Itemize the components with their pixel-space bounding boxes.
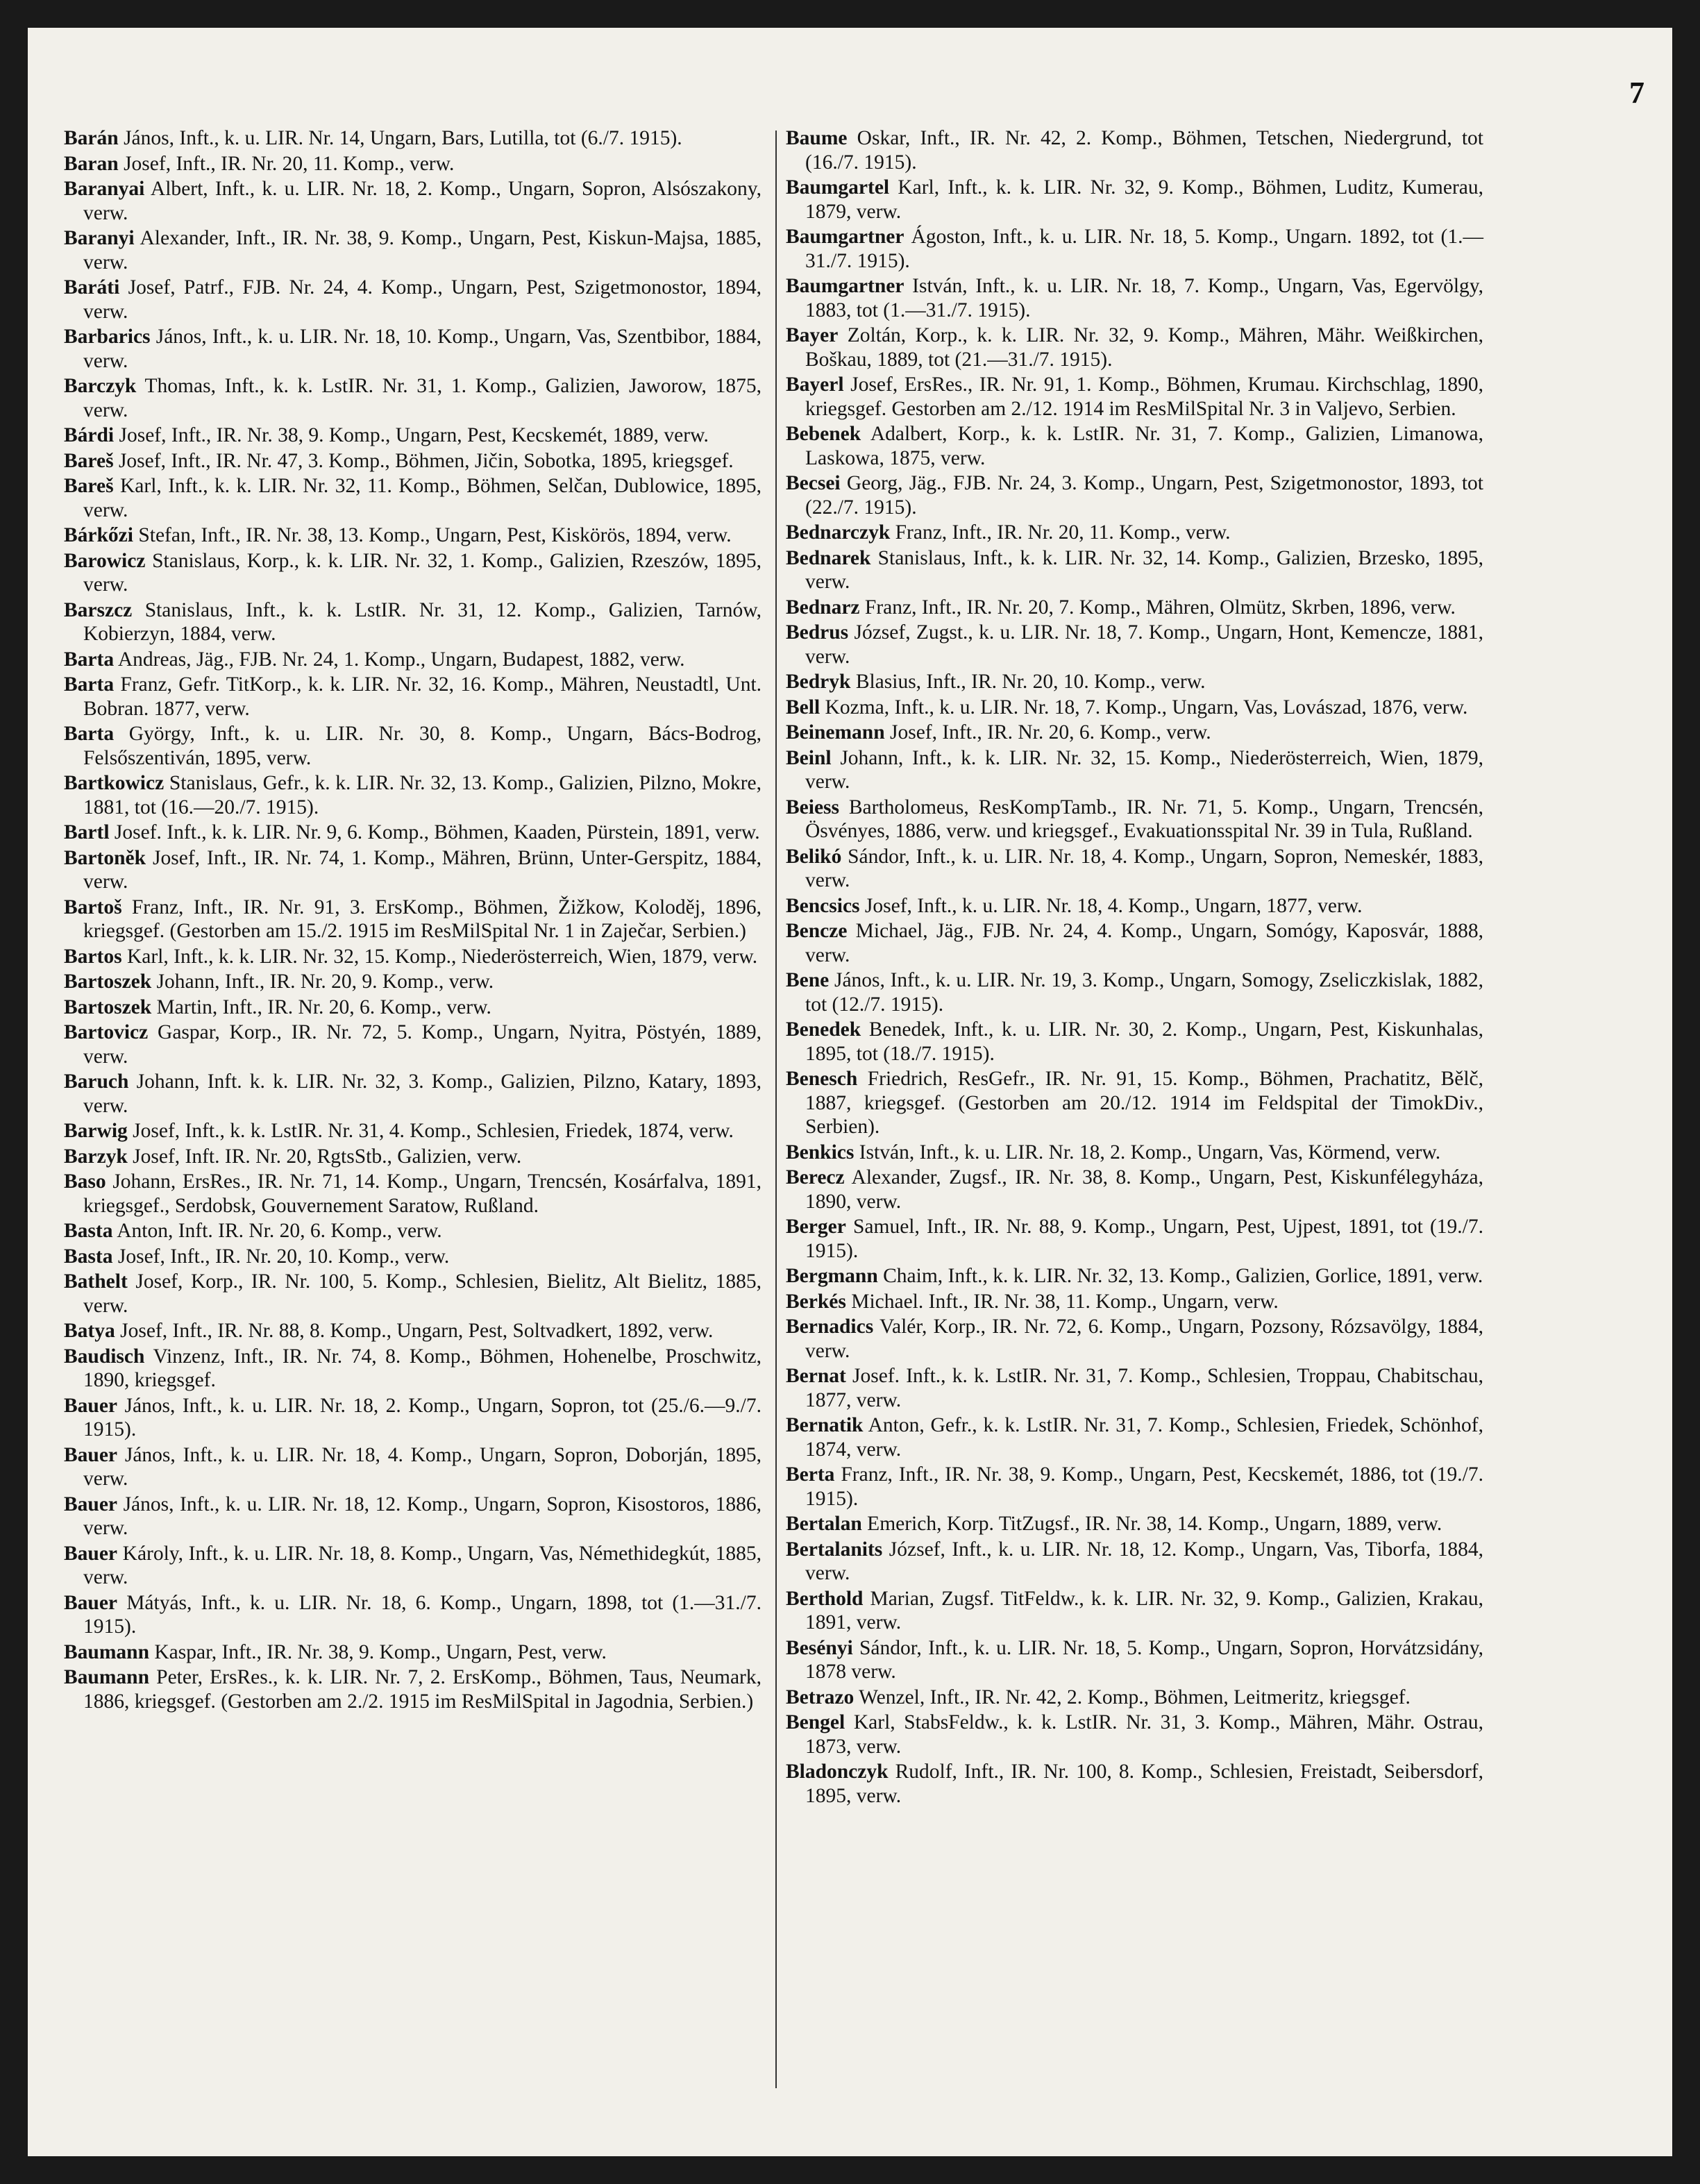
entry-surname: Baumann	[64, 1666, 149, 1688]
entry-surname: Bernat	[786, 1365, 846, 1387]
entry-details: Josef, Inft. IR. Nr. 20, RgtsStb., Galizien, verw.	[133, 1145, 522, 1168]
entry-details: Alexander, Inft., IR. Nr. 38, 9. Komp., Ungarn, Pest, Kiskun-Majsa, 1885, verw.	[83, 227, 762, 274]
entry-details: Stanislaus, Inft., k. k. LIR. Nr. 32, 14. Komp., Galizien, Brzesko, 1895, verw.	[805, 546, 1483, 593]
entry-surname: Bencze	[786, 920, 848, 942]
entry-details: Johann, Inft. k. k. LIR. Nr. 32, 3. Komp., Galizien, Pilzno, Katary, 1893, verw.	[83, 1070, 761, 1117]
entry-details: Michael, Jäg., FJB. Nr. 24, 4. Komp., Ungarn, Somógy, Kaposvár, 1888, verw.	[805, 920, 1484, 966]
list-item	[786, 1636, 1483, 1684]
entry-details: Josef, Inft., IR. Nr. 38, 9. Komp., Ungarn, Pest, Kecskemét, 1889, verw.	[119, 424, 709, 446]
entry-surname: Baso	[64, 1170, 106, 1193]
list-item	[786, 422, 1483, 470]
list-item	[64, 896, 761, 943]
entry-details: Josef, Inft., IR. Nr. 88, 8. Komp., Ungarn, Pest, Soltvadkert, 1892, verw.	[120, 1320, 714, 1342]
list-item	[786, 721, 1483, 745]
entry-surname: Betrazo	[786, 1686, 855, 1708]
entry-surname: Baranyi	[64, 227, 135, 249]
entry-details: Wenzel, Inft., IR. Nr. 42, 2. Komp., Böhmen, Leitmeritz, kriegsgef.	[859, 1686, 1411, 1708]
entry-details: János, Inft., k. u. LIR. Nr. 19, 3. Komp., Ungarn, Somogy, Zseliczkislak, 1882, tot (12./7. 1915).	[805, 969, 1483, 1016]
entry-details: Josef, Inft., IR. Nr. 20, 10. Komp., verw.	[117, 1245, 450, 1268]
entry-surname: Bárkőzi	[64, 524, 133, 546]
entry-details: Josef, ErsRes., IR. Nr. 91, 1. Komp., Böhmen, Krumau. Kirchschlag, 1890, kriegsgef. Gestorben am 2./12. 1914 im ResMilSpital Nr. 3 in Valjevo, Serbien.	[805, 373, 1483, 420]
list-item	[786, 274, 1483, 322]
entry-surname: Belikó	[786, 845, 842, 868]
entry-details: Josef. Inft., k. k. LIR. Nr. 9, 6. Komp., Böhmen, Kaaden, Pürstein, 1891, verw.	[114, 821, 760, 843]
entry-details: Ágoston, Inft., k. u. LIR. Nr. 18, 5. Komp., Ungarn. 1892, tot (1.—31./7. 1915).	[805, 226, 1484, 272]
entry-surname: Berecz	[786, 1166, 845, 1188]
entry-details: Josef. Inft., k. k. LstIR. Nr. 31, 7. Komp., Schlesien, Troppau, Chabitschau, 1877, verw.	[805, 1365, 1483, 1411]
entry-surname: Beiess	[786, 796, 840, 818]
list-item	[786, 596, 1483, 620]
list-item	[64, 598, 761, 646]
list-item	[64, 549, 761, 597]
list-item	[786, 621, 1483, 669]
entry-surname: Berger	[786, 1216, 846, 1238]
entry-details: Josef, Korp., IR. Nr. 100, 5. Komp., Schlesien, Bielitz, Alt Bielitz, 1885, verw.	[83, 1270, 761, 1317]
entry-surname: Bedryk	[786, 671, 851, 693]
entry-details: Josef, Inft., IR. Nr. 20, 6. Komp., verw.	[889, 721, 1211, 744]
entry-details: József, Inft., k. u. LIR. Nr. 18, 12. Komp., Ungarn, Vas, Tiborfa, 1884, verw.	[805, 1538, 1483, 1584]
list-item	[64, 126, 761, 151]
entry-details: János, Inft., k. u. LIR. Nr. 18, 12. Komp., Ungarn, Sopron, Kisostoros, 1886, verw.	[83, 1493, 761, 1539]
entry-details: Sándor, Inft., k. u. LIR. Nr. 18, 4. Komp., Ungarn, Sopron, Nemeskér, 1883, verw.	[805, 845, 1483, 891]
list-item	[786, 225, 1483, 273]
list-item	[64, 1119, 761, 1143]
list-item	[786, 1215, 1483, 1263]
list-item	[786, 696, 1483, 720]
entry-details: Alexander, Zugsf., IR. Nr. 38, 8. Komp., Ungarn, Pest, Kiskunfélegyháza, 1890, verw.	[805, 1166, 1483, 1213]
entry-details: Karl, Inft., k. k. LIR. Nr. 32, 11. Komp., Böhmen, Selčan, Dublowice, 1895, verw.	[83, 475, 761, 521]
list-item	[786, 324, 1483, 371]
entry-details: Peter, ErsRes., k. k. LIR. Nr. 7, 2. ErsKomp., Böhmen, Taus, Neumark, 1886, kriegsgef. (Gestorben am 2./2. 1915 im ResMilSpital in Jagodnia, Serbien.)	[83, 1666, 762, 1713]
list-item	[64, 1070, 761, 1118]
list-item	[64, 1394, 761, 1442]
list-item	[64, 1245, 761, 1269]
entry-details: György, Inft., k. u. LIR. Nr. 30, 8. Komp., Ungarn, Bács-Bodrog, Felsőszentiván, 1895, verw.	[83, 723, 762, 769]
entry-details: Michael. Inft., IR. Nr. 38, 11. Komp., Ungarn, verw.	[851, 1290, 1279, 1313]
entry-surname: Barta	[64, 673, 115, 696]
entry-surname: Benedek	[786, 1018, 861, 1041]
entry-surname: Bernatik	[786, 1414, 864, 1436]
entry-surname: Benkics	[786, 1141, 855, 1164]
list-item	[64, 846, 761, 894]
entry-surname: Bertalanits	[786, 1538, 883, 1561]
list-item	[64, 374, 761, 422]
entry-surname: Bebenek	[786, 423, 861, 445]
list-item	[786, 1711, 1483, 1758]
list-item	[64, 325, 761, 373]
list-item	[64, 449, 761, 473]
entry-details: Sándor, Inft., k. u. LIR. Nr. 18, 5. Komp., Ungarn, Sopron, Horvátzsidány, 1878 verw.	[805, 1636, 1483, 1683]
entry-details: Stefan, Inft., IR. Nr. 38, 13. Komp., Ungarn, Pest, Kiskörös, 1894, verw.	[138, 524, 732, 546]
list-item	[786, 1264, 1483, 1288]
list-item	[64, 945, 761, 969]
list-item	[64, 1145, 761, 1169]
entry-details: Josef, Inft., IR. Nr. 20, 11. Komp., verw.	[124, 152, 455, 175]
entry-surname: Bell	[786, 696, 820, 719]
entry-surname: Baudisch	[64, 1345, 145, 1368]
entry-surname: Bednarz	[786, 596, 860, 619]
list-item	[786, 968, 1483, 1016]
entry-details: Andreas, Jäg., FJB. Nr. 24, 1. Komp., Ungarn, Budapest, 1882, verw.	[117, 648, 685, 671]
entry-surname: Bergmann	[786, 1265, 878, 1287]
list-item	[786, 1141, 1483, 1165]
entry-surname: Bedrus	[786, 621, 849, 644]
list-item	[64, 276, 761, 324]
entry-details: Chaim, Inft., k. k. LIR. Nr. 32, 13. Komp., Galizien, Gorlice, 1891, verw.	[883, 1265, 1483, 1287]
entry-details: Gaspar, Korp., IR. Nr. 72, 5. Komp., Ungarn, Nyitra, Pöstyén, 1889, verw.	[83, 1021, 761, 1068]
entry-surname: Benesch	[786, 1068, 858, 1090]
list-item	[64, 1640, 761, 1665]
entry-details: Karl, Inft., k. k. LIR. Nr. 32, 15. Komp., Niederösterreich, Wien, 1879, verw.	[126, 945, 758, 968]
entry-surname: Berta	[786, 1463, 835, 1486]
entry-details: Thomas, Inft., k. k. LstIR. Nr. 31, 1. Komp., Galizien, Jaworow, 1875, verw.	[83, 375, 762, 421]
list-item	[64, 1665, 761, 1713]
entry-surname: Bartos	[64, 945, 122, 968]
page-number: 7	[1629, 76, 1644, 110]
entry-details: Johann, ErsRes., IR. Nr. 71, 14. Komp., Ungarn, Trencsén, Kosárfalva, 1891, kriegsgef., Serdobsk, Gouvernement Saratow, Rußland.	[83, 1170, 762, 1217]
entry-details: Franz, Inft., IR. Nr. 20, 11. Komp., verw.	[895, 521, 1231, 544]
entry-surname: Bartl	[64, 821, 110, 843]
entry-details: Samuel, Inft., IR. Nr. 88, 9. Komp., Ungarn, Pest, Ujpest, 1891, tot (19./7. 1915).	[805, 1216, 1483, 1262]
entry-surname: Baruch	[64, 1070, 129, 1093]
entry-surname: Bárdi	[64, 424, 115, 446]
list-item	[786, 176, 1483, 224]
entry-details: István, Inft., k. u. LIR. Nr. 18, 2. Komp., Ungarn, Vas, Körmend, verw.	[859, 1141, 1441, 1164]
entry-surname: Barta	[64, 648, 115, 671]
entry-details: Josef, Inft., k. k. LstIR. Nr. 31, 4. Komp., Schlesien, Friedek, 1874, verw.	[133, 1120, 734, 1142]
entry-details: Friedrich, ResGefr., IR. Nr. 91, 15. Komp., Böhmen, Prachatitz, Bělč, 1887, kriegsgef. (Gestorben am 20./12. 1914 im Feldspital der TimokDiv., Serbien).	[805, 1068, 1483, 1138]
list-item	[786, 521, 1483, 545]
entry-details: Johann, Inft., IR. Nr. 20, 9. Komp., verw.	[156, 971, 494, 993]
entry-details: Franz, Inft., IR. Nr. 20, 7. Komp., Mähren, Olmütz, Skrben, 1896, verw.	[864, 596, 1456, 619]
entry-surname: Bertalan	[786, 1513, 862, 1535]
list-item	[64, 523, 761, 548]
entry-surname: Basta	[64, 1220, 113, 1242]
entry-details: Anton, Inft. IR. Nr. 20, 6. Komp., verw.	[117, 1220, 442, 1242]
entry-surname: Bayer	[786, 324, 839, 346]
entry-surname: Bathelt	[64, 1270, 128, 1293]
entry-surname: Barbarics	[64, 326, 151, 348]
list-item	[786, 546, 1483, 594]
entry-surname: Berkés	[786, 1290, 846, 1313]
list-item	[786, 1290, 1483, 1314]
entry-surname: Bayerl	[786, 373, 844, 396]
entry-details: Vinzenz, Inft., IR. Nr. 74, 8. Komp., Böhmen, Hohenelbe, Proschwitz, 1890, kriegsgef.	[83, 1345, 762, 1391]
entry-details: Benedek, Inft., k. u. LIR. Nr. 30, 2. Komp., Ungarn, Pest, Kiskunhalas, 1895, tot (18./7. 1915).	[805, 1018, 1484, 1065]
list-item	[64, 1591, 761, 1639]
entry-details: Albert, Inft., k. u. LIR. Nr. 18, 2. Komp., Ungarn, Sopron, Alsószakony, verw.	[83, 178, 761, 224]
entry-details: Franz, Inft., IR. Nr. 38, 9. Komp., Ungarn, Pest, Kecskemét, 1886, tot (19./7. 1915).	[805, 1463, 1484, 1510]
entry-surname: Baráti	[64, 276, 120, 299]
entry-surname: Bernadics	[786, 1316, 874, 1338]
entry-details: Josef, Inft., IR. Nr. 74, 1. Komp., Mähren, Brünn, Unter-Gerspitz, 1884, verw.	[83, 846, 761, 893]
list-item	[64, 1443, 761, 1491]
entry-details: Anton, Gefr., k. k. LstIR. Nr. 31, 7. Komp., Schlesien, Friedek, Schönhof, 1874, verw.	[805, 1414, 1483, 1461]
entry-details: Franz, Inft., IR. Nr. 91, 3. ErsKomp., Böhmen, Žižkow, Koloděj, 1896, kriegsgef. (Gestorben am 15./2. 1915 im ResMilSpital Nr. 1 in Zaječar, Serbien.)	[83, 896, 761, 942]
entry-details: Karl, Inft., k. k. LIR. Nr. 32, 9. Komp., Böhmen, Luditz, Kumerau, 1879, verw.	[805, 176, 1484, 223]
entry-surname: Beinl	[786, 746, 832, 769]
entry-surname: Becsei	[786, 472, 841, 494]
entry-surname: Baumann	[64, 1640, 149, 1663]
list-item	[786, 373, 1483, 421]
entry-surname: Barta	[64, 723, 115, 745]
list-item	[786, 1512, 1483, 1536]
entry-surname: Barán	[64, 127, 119, 149]
entry-details: János, Inft., k. u. LIR. Nr. 14, Ungarn, Bars, Lutilla, tot (6./7. 1915).	[124, 127, 682, 149]
list-item	[64, 423, 761, 448]
entry-details: Martin, Inft., IR. Nr. 20, 6. Komp., verw.	[156, 996, 491, 1018]
entry-surname: Bene	[786, 969, 830, 991]
entry-details: Kozma, Inft., k. u. LIR. Nr. 18, 7. Komp., Ungarn, Vas, Lovászad, 1876, verw.	[825, 696, 1468, 719]
entry-surname: Bartkowicz	[64, 772, 165, 794]
entry-surname: Baran	[64, 152, 119, 175]
entry-details: Bartholomeus, ResKompTamb., IR. Nr. 71, 5. Komp., Ungarn, Trencsén, Ösvényes, 1886, verw. und kriegsgef., Evakuationsspital Nr. 39 in Tula, Rußland.	[805, 796, 1483, 842]
entry-surname: Bladonczyk	[786, 1761, 889, 1783]
list-item	[64, 1219, 761, 1243]
entry-surname: Basta	[64, 1245, 113, 1268]
entry-details: Marian, Zugsf. TitFeldw., k. k. LIR. Nr. 32, 9. Komp., Galizien, Krakau, 1891, verw.	[805, 1587, 1483, 1633]
list-item	[64, 970, 761, 994]
list-item	[64, 648, 761, 672]
document-page	[28, 28, 1672, 2156]
entry-surname: Bartoš	[64, 896, 122, 918]
entry-surname: Besényi	[786, 1636, 853, 1659]
right-column	[786, 126, 1483, 1809]
entry-details: Károly, Inft., k. u. LIR. Nr. 18, 8. Komp., Ungarn, Vas, Némethidegkút, 1885, verw.	[83, 1542, 762, 1588]
list-item	[786, 1760, 1483, 1808]
entry-surname: Barzyk	[64, 1145, 128, 1168]
list-item	[64, 177, 761, 225]
left-column	[64, 126, 761, 1715]
entry-surname: Baranyai	[64, 178, 145, 200]
list-item	[64, 771, 761, 819]
entry-surname: Baumgartner	[786, 275, 904, 297]
entry-details: János, Inft., k. u. LIR. Nr. 18, 4. Komp., Ungarn, Sopron, Doborján, 1895, verw.	[83, 1443, 761, 1490]
entry-surname: Bauer	[64, 1493, 118, 1515]
entry-surname: Batya	[64, 1320, 115, 1342]
entry-details: Zoltán, Korp., k. k. LIR. Nr. 32, 9. Komp., Mähren, Mähr. Weißkirchen, Boškau, 1889, tot (21.—31./7. 1915).	[805, 324, 1484, 371]
entry-details: Josef, Inft., IR. Nr. 47, 3. Komp., Böhmen, Jičin, Sobotka, 1895, kriegsgef.	[118, 449, 734, 472]
entry-details: Stanislaus, Korp., k. k. LIR. Nr. 32, 1. Komp., Galizien, Rzeszów, 1895, verw.	[83, 549, 761, 596]
entry-surname: Baumgartner	[786, 226, 904, 248]
entry-surname: Bednarek	[786, 546, 871, 569]
list-item	[64, 722, 761, 770]
entry-details: Mátyás, Inft., k. u. LIR. Nr. 18, 6. Komp., Ungarn, 1898, tot (1.—31./7. 1915).	[83, 1591, 762, 1638]
list-item	[786, 746, 1483, 794]
list-item	[64, 1542, 761, 1590]
entry-surname: Bengel	[786, 1711, 845, 1733]
entry-details: János, Inft., k. u. LIR. Nr. 18, 2. Komp., Ungarn, Sopron, tot (25./6.—9./7. 1915).	[83, 1394, 761, 1440]
entry-details: Karl, StabsFeldw., k. k. LstIR. Nr. 31, 3. Komp., Mähren, Mähr. Ostrau, 1873, verw.	[805, 1711, 1483, 1758]
list-item	[786, 1364, 1483, 1412]
entry-surname: Bartovicz	[64, 1021, 149, 1043]
entry-details: Kaspar, Inft., IR. Nr. 38, 9. Komp., Ungarn, Pest, verw.	[154, 1640, 607, 1663]
list-item	[64, 1345, 761, 1393]
entry-details: Josef, Patrf., FJB. Nr. 24, 4. Komp., Ungarn, Pest, Szigetmonostor, 1894, verw.	[83, 276, 762, 323]
entry-surname: Baumgartel	[786, 176, 890, 199]
list-item	[786, 1463, 1483, 1511]
list-item	[786, 471, 1483, 519]
entry-details: István, Inft., k. u. LIR. Nr. 18, 7. Komp., Ungarn, Vas, Egervölgy, 1883, tot (1.—31./7. 1915).	[805, 275, 1483, 321]
entry-details: Franz, Gefr. TitKorp., k. k. LIR. Nr. 32, 16. Komp., Mähren, Neustadtl, Unt. Bobran. 1877, verw.	[83, 673, 762, 720]
list-item	[786, 894, 1483, 918]
list-item	[786, 1018, 1483, 1066]
list-item	[786, 670, 1483, 694]
entry-surname: Baume	[786, 127, 848, 149]
list-item	[786, 845, 1483, 893]
list-item	[64, 673, 761, 721]
entry-surname: Barowicz	[64, 549, 146, 572]
entry-surname: Bauer	[64, 1542, 118, 1565]
entry-surname: Bauer	[64, 1394, 118, 1417]
entry-details: Blasius, Inft., IR. Nr. 20, 10. Komp., verw.	[855, 671, 1206, 693]
entry-surname: Bareš	[64, 449, 114, 472]
entry-details: Adalbert, Korp., k. k. LstIR. Nr. 31, 7. Komp., Galizien, Limanowa, Laskowa, 1875, verw.	[805, 423, 1483, 469]
list-item	[786, 1587, 1483, 1635]
entry-details: Valér, Korp., IR. Nr. 72, 6. Komp., Ungarn, Pozsony, Rózsavölgy, 1884, verw.	[805, 1316, 1483, 1362]
list-item	[64, 1493, 761, 1540]
list-item	[64, 1170, 761, 1218]
list-item	[786, 919, 1483, 967]
list-item	[64, 996, 761, 1020]
list-item	[64, 474, 761, 522]
list-item	[64, 226, 761, 274]
entry-surname: Bauer	[64, 1591, 118, 1614]
entry-surname: Bartoněk	[64, 846, 146, 869]
list-item	[786, 1413, 1483, 1461]
entry-surname: Barszcz	[64, 598, 133, 621]
list-item	[786, 1067, 1483, 1139]
entry-details: Emerich, Korp. TitZugsf., IR. Nr. 38, 14. Komp., Ungarn, 1889, verw.	[867, 1513, 1442, 1535]
entry-surname: Bartoszek	[64, 996, 152, 1018]
entry-details: Josef, Inft., k. u. LIR. Nr. 18, 4. Komp., Ungarn, 1877, verw.	[864, 894, 1363, 917]
entry-details: János, Inft., k. u. LIR. Nr. 18, 10. Komp., Ungarn, Vas, Szentbibor, 1884, verw.	[83, 326, 761, 372]
entry-surname: Barwig	[64, 1120, 128, 1142]
entry-surname: Bednarczyk	[786, 521, 891, 544]
entry-details: Oskar, Inft., IR. Nr. 42, 2. Komp., Böhmen, Tetschen, Niedergrund, tot (16./7. 1915).	[805, 127, 1483, 174]
entry-details: Georg, Jäg., FJB. Nr. 24, 3. Komp., Ungarn, Pest, Szigetmonostor, 1893, tot (22./7. 1915).	[805, 472, 1483, 519]
entry-surname: Bencsics	[786, 894, 860, 917]
list-item	[786, 126, 1483, 174]
entry-surname: Berthold	[786, 1587, 864, 1610]
list-item	[64, 152, 761, 176]
entry-details: Johann, Inft., k. k. LIR. Nr. 32, 15. Komp., Niederösterreich, Wien, 1879, verw.	[805, 746, 1483, 793]
list-item	[786, 796, 1483, 843]
entry-details: Stanislaus, Gefr., k. k. LIR. Nr. 32, 13. Komp., Galizien, Pilzno, Mokre, 1881, tot (16.—20./7. 1915).	[83, 772, 762, 818]
column-divider	[775, 131, 777, 2088]
entry-surname: Bauer	[64, 1443, 118, 1466]
entry-surname: Bareš	[64, 475, 114, 497]
entry-surname: Beinemann	[786, 721, 885, 744]
list-item	[786, 1686, 1483, 1710]
list-item	[786, 1538, 1483, 1586]
list-item	[786, 1315, 1483, 1363]
entry-details: József, Zugst., k. u. LIR. Nr. 18, 7. Komp., Ungarn, Hont, Kemencze, 1881, verw.	[805, 621, 1483, 668]
entry-surname: Bartoszek	[64, 971, 152, 993]
list-item	[786, 1166, 1483, 1213]
list-item	[64, 1270, 761, 1318]
entry-details: Stanislaus, Inft., k. k. LstIR. Nr. 31, 12. Komp., Galizien, Tarnów, Kobierzyn, 1884, verw.	[83, 598, 762, 645]
list-item	[64, 821, 761, 845]
list-item	[64, 1319, 761, 1343]
entry-details: Rudolf, Inft., IR. Nr. 100, 8. Komp., Schlesien, Freistadt, Seibersdorf, 1895, verw.	[805, 1761, 1484, 1807]
list-item	[64, 1020, 761, 1068]
entry-surname: Barczyk	[64, 375, 137, 397]
